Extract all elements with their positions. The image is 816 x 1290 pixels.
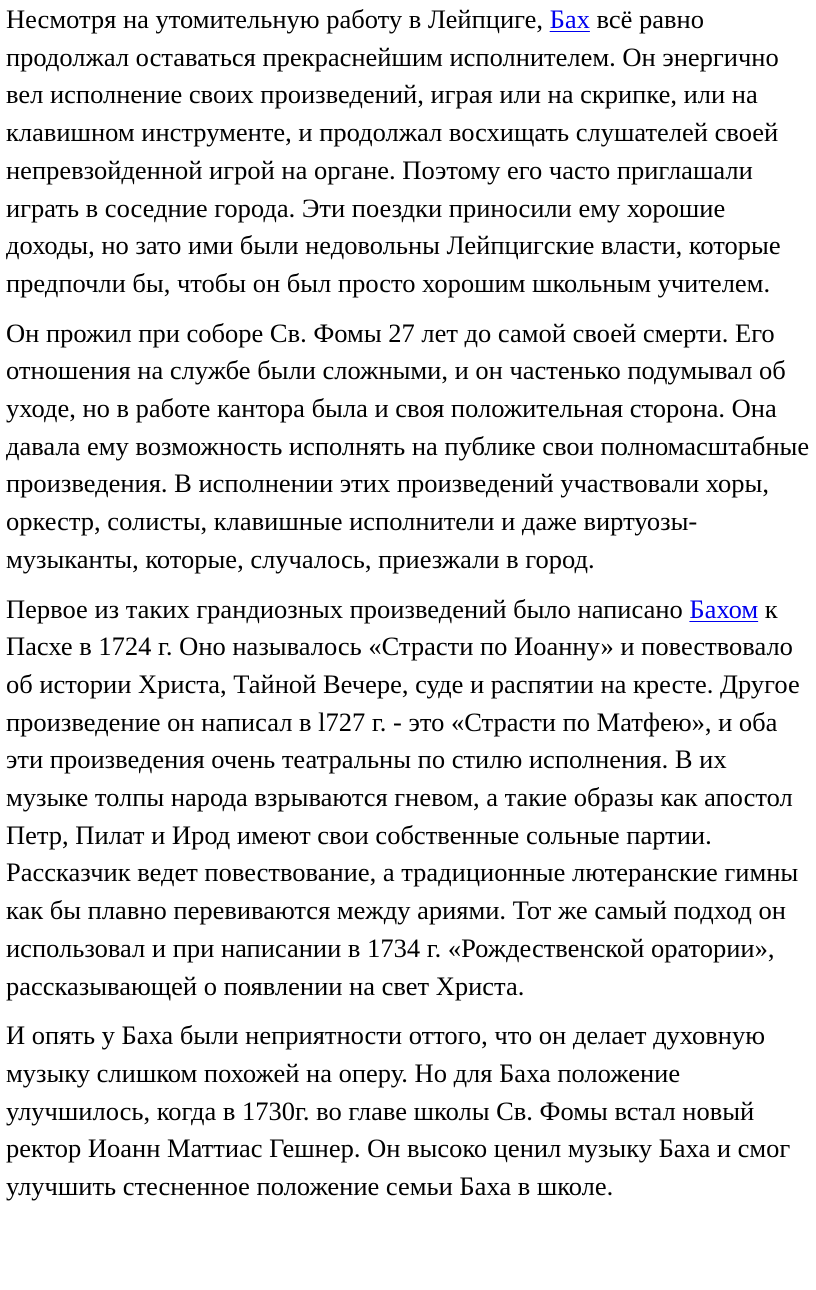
paragraph-gesner-rector: И опять у Баха были неприятности оттого, что он делает духовную музыку слишком похожей на оперу. Но для Баха положение улучшилось, когда в 1730г. во главе школы Св. Фомы встал новый ректор Иоанн Маттиас Гешнер. Он высоко ценил музыку Баха и смог улучшить стесненное положение семьи Баха в школе. [6, 1020, 791, 1202]
paragraph-st-thomas-cantor: Он прожил при соборе Св. Фомы 27 лет до самой своей смерти. Его отношения на службе были сложными, и он частенько подумывал об уходе, но в работе кантора была и своя положительная сторона. Она давала ему возможность исполнять на публике свои полномасштабные произведения. В исполнении этих произведений участвовали хоры, оркестр, солисты, клавишные исполнители и даже виртуозы-музыканты, которые, случалось, приезжали в город. [6, 317, 810, 574]
bach-link[interactable]: Бах [549, 4, 590, 34]
paragraph-1-text-after: всё равно продолжал оставаться прекраснейшим исполнителем. Он энергично вел исполнение своих произведений, играя или на скрипке, или на клавишном инструменте, и продолжал восхищать слушателей своей непревзойденной игрой на органе. Поэтому его часто приглашали играть в соседние города. Эти поездки приносили ему хорошие доходы, но зато ими были недовольны Лейпцигские власти, которые предпочли бы, чтобы он был просто хорошим школьным учителем. [6, 4, 781, 298]
paragraph-1-text-before: Несмотря на утомительную работу в Лейпциге, [6, 4, 550, 34]
document-body [6, 0, 812, 1206]
paragraph-3-text-after: к Пасхе в 1724 г. Оно называлось «Страсти по Иоанну» и повествовало об истории Христа, Тайной Вечере, суде и распятии на кресте. Другое произведение он написал в l727 г. - это «Страсти по Матфею», и оба эти произведения очень театральны по стилю исполнения. В их музыке толпы народа взрываются гневом, а такие образы как апостол Петр, Пилат и Ирод имеют свои собственные сольные партии. Рассказчик ведет повествование, а традиционные лютеранские гимны как бы плавно перевиваются между ариями. Тот же самый подход он использовал и при написании в 1734 г. «Рождественской оратории», рассказывающей о появлении на свет Христа. [6, 593, 800, 1001]
bachom-link[interactable]: Бахом [689, 593, 759, 624]
paragraph-leipzig-performer [6, 1, 812, 303]
paragraph-3-text-before: Первое из таких грандиозных произведений было написано [6, 593, 690, 624]
paragraph-passions [6, 591, 812, 1006]
